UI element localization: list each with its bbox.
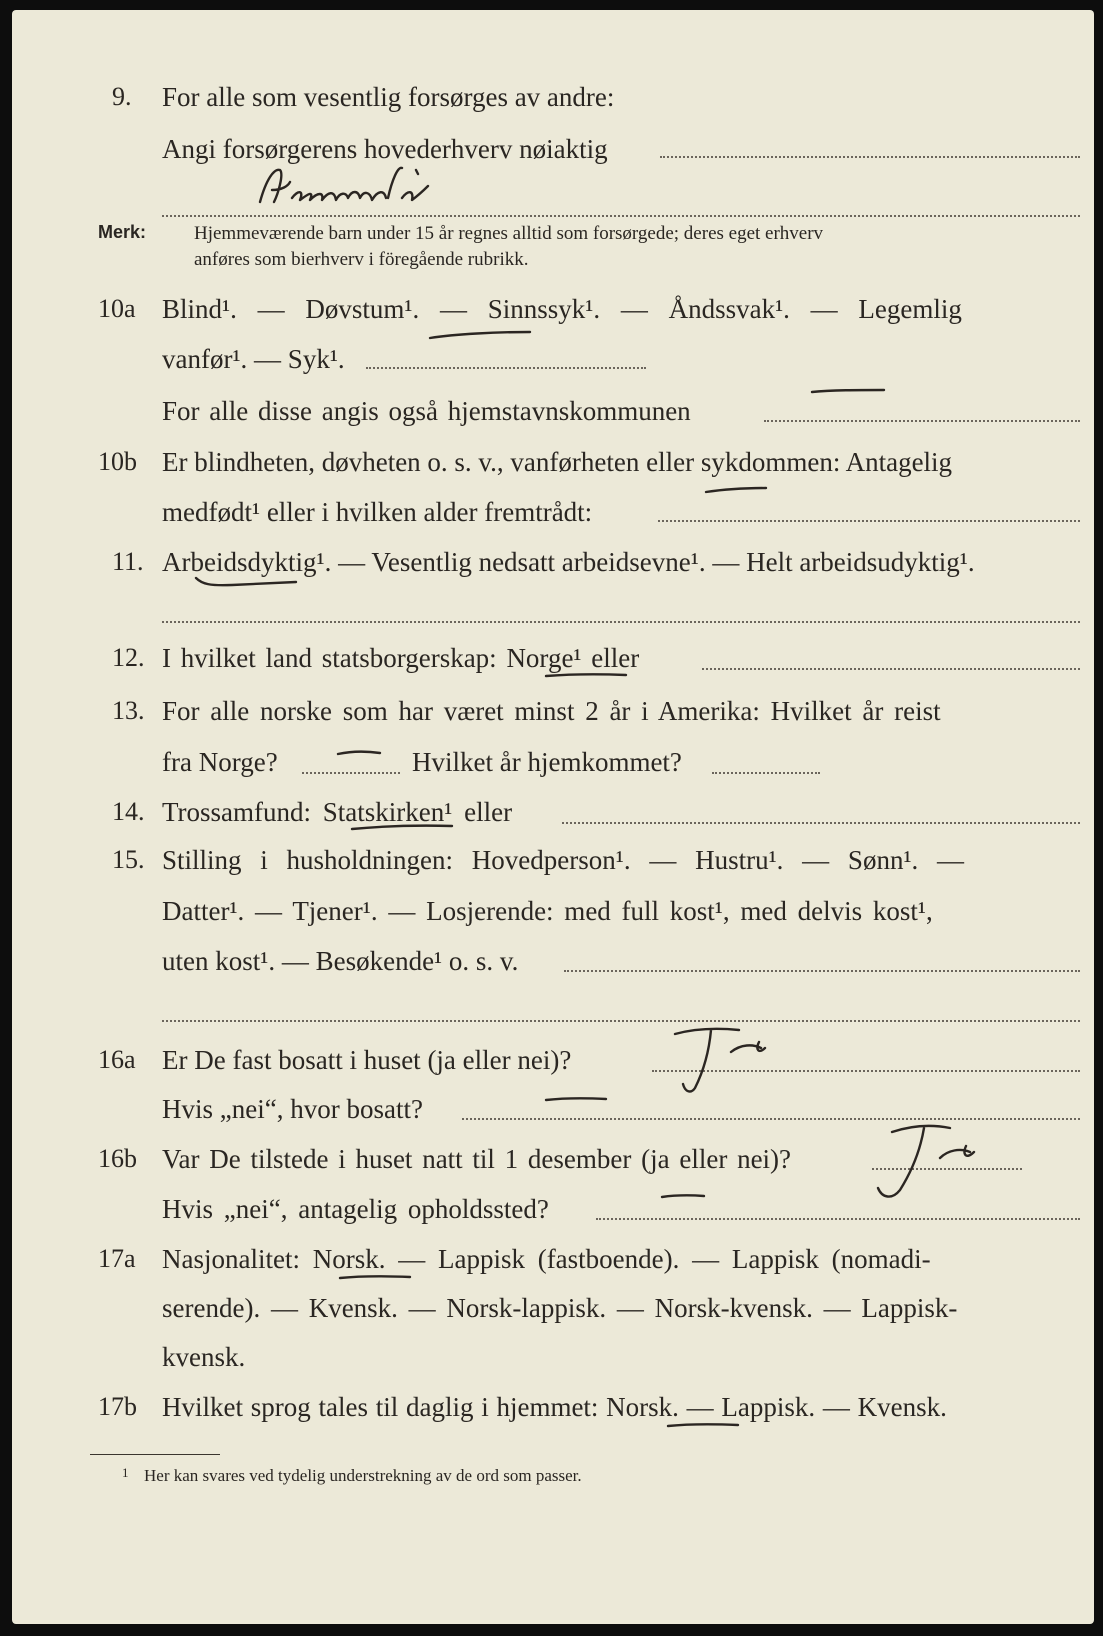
- question-text: Arbeidsdyktig¹. — Vesentlig nedsatt arbeidsevne¹. — Helt arbeidsudyktig¹.: [162, 547, 975, 577]
- question-number: 17b: [98, 1392, 137, 1421]
- question-text: Er blindheten, døvheten o. s. v., vanførheten eller sykdommen: Antagelig: [162, 447, 953, 477]
- handwritten-dash: [542, 1094, 612, 1106]
- question-text: Hvis „nei“, antagelig opholdssted?: [162, 1194, 549, 1224]
- answer-dotted-line: [562, 822, 1080, 824]
- answer-dotted-line: [596, 1218, 1080, 1220]
- question-number: 10a: [98, 294, 136, 323]
- answer-dotted-line: [712, 772, 820, 774]
- question-text: medfødt¹ eller i hvilken alder fremtrådt:: [162, 497, 593, 527]
- question-number: 16b: [98, 1144, 137, 1173]
- question-number: 17a: [98, 1244, 136, 1273]
- handwritten-answer-ja: [862, 1116, 982, 1206]
- question-number: 10b: [98, 447, 137, 476]
- answer-dotted-line: [302, 772, 400, 774]
- question-text: Datter¹. — Tjener¹. — Losjerende: med full kost¹, med delvis kost¹,: [162, 896, 933, 926]
- question-text: fra Norge?: [162, 747, 278, 777]
- answer-dotted-line: [660, 156, 1080, 158]
- question-number: 9.: [112, 82, 132, 111]
- question-number: 16a: [98, 1045, 136, 1074]
- answer-dotted-line: [162, 621, 1080, 623]
- answer-dotted-line: [764, 420, 1080, 422]
- question-text: Er De fast bosatt i huset (ja eller nei)?: [162, 1045, 572, 1075]
- question-text: Hvilket sprog tales til daglig i hjemmet: Norsk. — Lappisk. — Kvensk.: [162, 1392, 947, 1422]
- question-text: Stilling i husholdningen: Hovedperson¹. — Hustru¹. — Sønn¹. —: [162, 845, 965, 875]
- question-text: Angi forsørgerens hovederhverv nøiaktig: [162, 134, 608, 164]
- answer-dotted-line: [366, 367, 646, 369]
- question-number: 14.: [112, 797, 145, 826]
- answer-dotted-line: [564, 970, 1080, 972]
- question-text: serende). — Kvensk. — Norsk-lappisk. — Norsk-kvensk. — Lappisk-: [162, 1293, 958, 1323]
- census-form-page: [12, 10, 1094, 1624]
- question-text: For alle norske som har været minst 2 år i Amerika: Hvilket år reist: [162, 696, 941, 726]
- handwritten-answer-ja: [667, 1020, 777, 1100]
- handwritten-dash: [334, 748, 384, 758]
- question-text: vanfør¹. — Syk¹.: [162, 344, 345, 374]
- answer-dotted-line: [162, 1020, 1080, 1022]
- question-number: 13.: [112, 696, 145, 725]
- note-text: anføres som bierhverv i föregående rubrikk.: [194, 249, 529, 270]
- question-text: Blind¹. — Døvstum¹. — Sinnssyk¹. — Åndssvak¹. — Legemlig: [162, 294, 962, 324]
- handwritten-answer-assurandor: [252, 160, 512, 220]
- question-text: I hvilket land statsborgerskap: Norge¹ eller: [162, 643, 640, 673]
- question-text: uten kost¹. — Besøkende¹ o. s. v.: [162, 946, 519, 976]
- question-text: For alle som vesentlig forsørges av andre:: [162, 82, 615, 112]
- question-text: For alle disse angis også hjemstavnskommunen: [162, 396, 691, 426]
- answer-dotted-line: [462, 1118, 1080, 1120]
- question-text: Nasjonalitet: Norsk. — Lappisk (fastboende). — Lappisk (nomadi-: [162, 1244, 931, 1274]
- answer-dotted-line: [702, 668, 1080, 670]
- handwritten-underline: [664, 1420, 744, 1430]
- question-text: Trossamfund: Statskirken¹ eller: [162, 797, 513, 827]
- question-number: 11.: [112, 547, 144, 576]
- footnote-text: Her kan svares ved tydelig understrekning av de ord som passer.: [144, 1466, 582, 1485]
- answer-dotted-line: [658, 520, 1080, 522]
- question-text: Var De tilstede i huset natt til 1 desember (ja eller nei)?: [162, 1144, 792, 1174]
- question-number: 12.: [112, 643, 145, 672]
- question-text: kvensk.: [162, 1342, 246, 1372]
- handwritten-dash: [658, 1192, 710, 1202]
- handwritten-underline: [542, 670, 632, 682]
- note-label: Merk:: [98, 222, 147, 242]
- handwritten-underline: [348, 822, 458, 834]
- handwritten-underline: [192, 574, 302, 590]
- footnote-mark: 1: [122, 1465, 129, 1480]
- handwritten-dash: [702, 484, 772, 496]
- handwritten-underline: [336, 1272, 416, 1282]
- handwritten-dash: [808, 386, 888, 398]
- footnote-rule: [90, 1454, 220, 1455]
- handwritten-dash: [426, 328, 536, 342]
- question-text: Hvis „nei“, hvor bosatt?: [162, 1094, 423, 1124]
- question-number: 15.: [112, 845, 145, 874]
- note-text: Hjemmeværende barn under 15 år regnes alltid som forsørgede; deres eget erhverv: [194, 223, 824, 244]
- question-text: Hvilket år hjemkommet?: [412, 747, 682, 777]
